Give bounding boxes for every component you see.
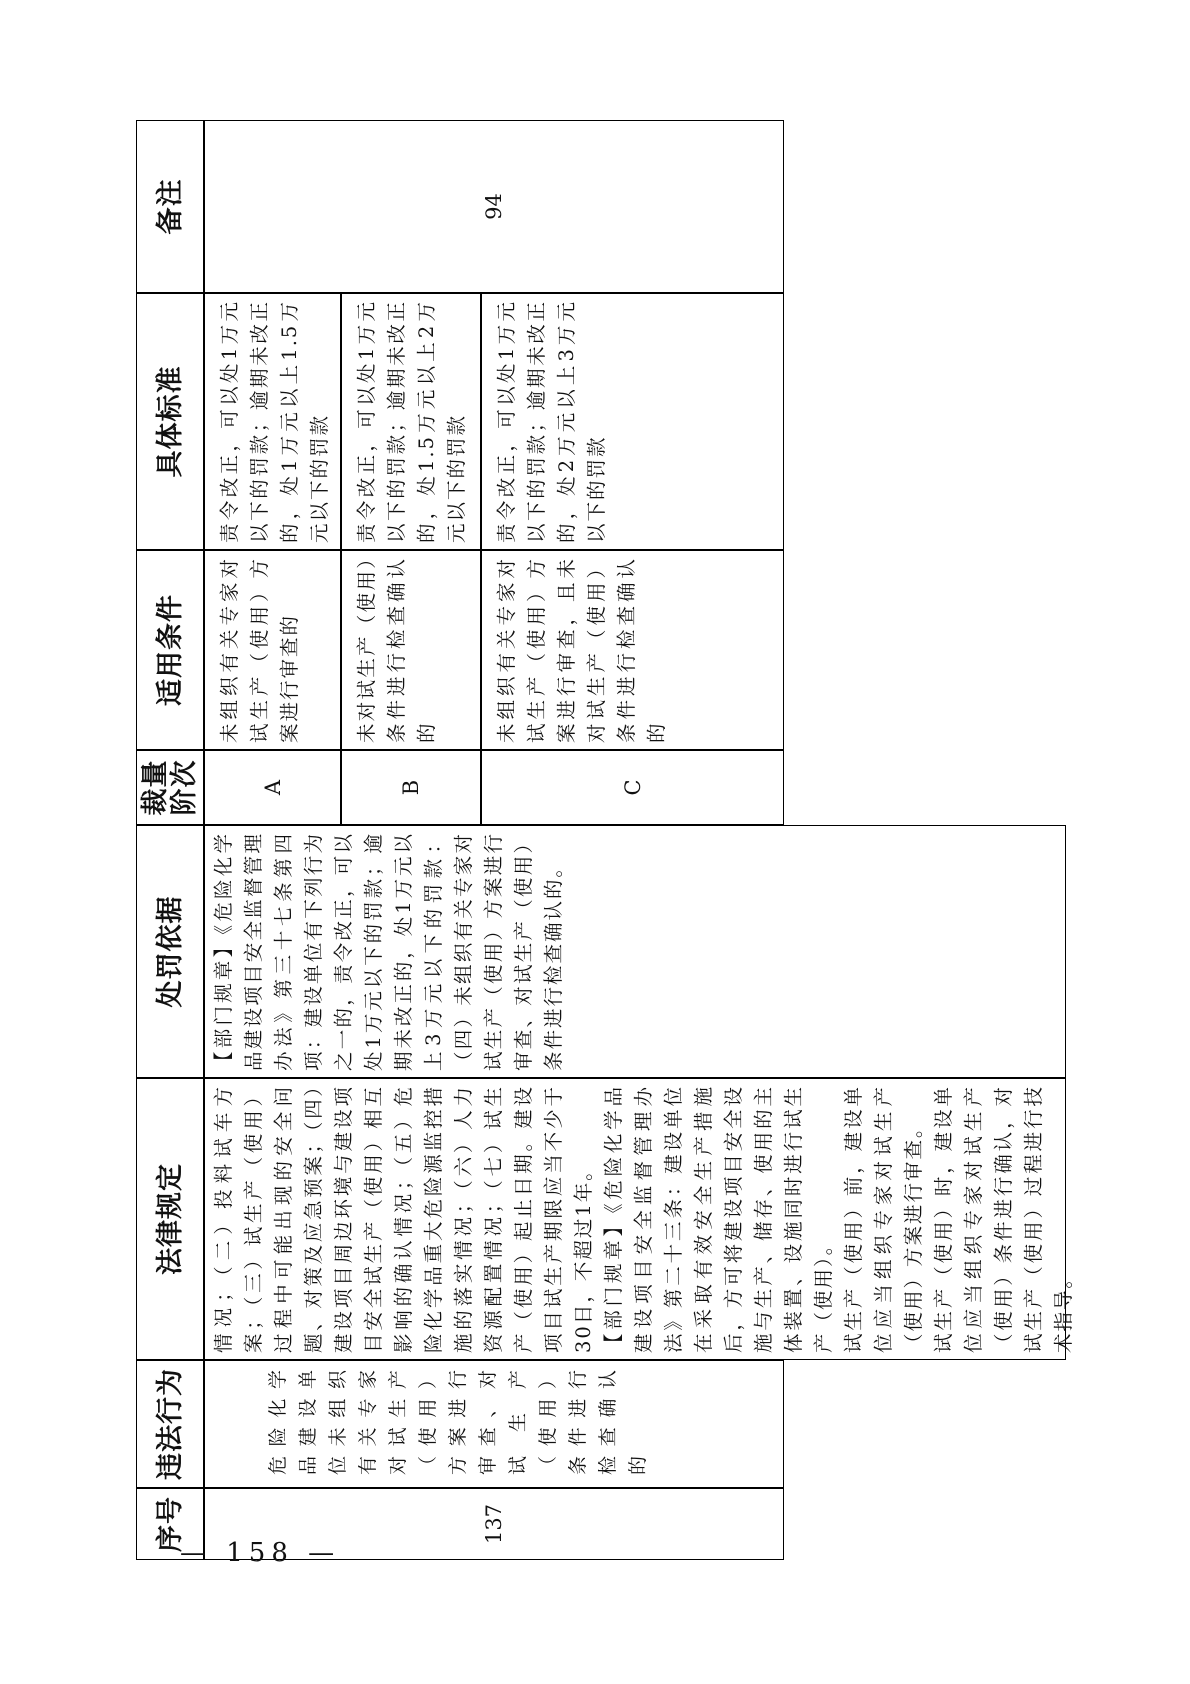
law-text-part2: 【部门规章】《危险化学品建设项目安全监督管理办法》第二十三条：建设单位在采取有效安全生产措施后，方可将建设项目安全设施与生产、储存、使用的主体装置、设施同时进行试生产（使用）。 — [602, 1085, 835, 1353]
condition-c-text: 未组织有关专家对试生产（使用）方案进行审查，且未对试生产（使用）条件进行检查确认的 — [495, 557, 668, 743]
standard-a-cell — [204, 293, 341, 550]
header-standard — [136, 293, 204, 550]
header-level — [136, 750, 204, 825]
law-text-part4: 试生产（使用）时，建设单位应当组织专家对试生产（使用）条件进行确认，对试生产（使用）过程进行技术指导。 — [932, 1085, 1075, 1353]
law-cell — [204, 1078, 1075, 1360]
header-standard-label: 具体标准 — [154, 365, 186, 478]
header-condition-label: 适用条件 — [154, 594, 186, 706]
condition-a-text: 未组织有关专家对试生产（使用）方案进行审查的 — [218, 557, 301, 743]
law-text-part3: 试生产（使用）前，建设单位应当组织专家对试生产（使用）方案进行审查。 — [842, 1085, 925, 1353]
header-serial-label: 序号 — [154, 1496, 186, 1552]
header-violation — [136, 1360, 204, 1488]
header-law — [136, 1078, 204, 1360]
header-law-label: 法律规定 — [154, 1163, 186, 1275]
level-c-cell — [481, 750, 784, 825]
header-condition — [136, 550, 204, 750]
header-remark — [136, 120, 204, 293]
violation-text: 危险化学品建设单位未组织有关专家对试生产（使用）方案进行审查、对试生产（使用）条件进行检查确认的 — [267, 1367, 649, 1475]
violation-cell — [204, 1360, 784, 1488]
level-c-label: C — [620, 779, 645, 796]
serial-number: 137 — [482, 1503, 506, 1545]
law-text-part1: 情况；（二）投料试车方案；（三）试生产（使用）过程中可能出现的安全问题、对策及应急预案；（四）建设项目周边环境与建设项目安全试生产（使用）相互影响的确认情况；（五）危险化学品重大危险源监控措施的落实情况；（六）人力资源配置情况；（七）试生产（使用）起止日期。建设项目试生产期限应当不少于30日，不超过1年。 — [212, 1085, 595, 1353]
header-basis-label: 处罚依据 — [154, 895, 186, 1008]
basis-text: 【部门规章】《危险化学品建设项目安全监督管理办法》第三十七条第四项：建设单位有下列行为之一的，责令改正，可以处1万元以下的罚款；逾期未改正的，处1万元以上3万元以下的罚款：（四）未组织有关专家对试生产（使用）方案进行审查、对试生产（使用）条件进行检查确认的。 — [212, 832, 565, 1071]
header-basis — [136, 825, 204, 1078]
remark-text: 94 — [482, 193, 506, 220]
condition-a-cell — [204, 550, 341, 750]
level-a-cell — [204, 750, 341, 825]
header-violation-label: 违法行为 — [154, 1368, 186, 1480]
standard-c-cell — [481, 293, 784, 550]
header-level-label: 裁量 阶次 — [140, 759, 200, 816]
basis-cell — [204, 825, 1066, 1078]
page-number: — 158 — — [180, 1538, 341, 1568]
standard-b-text: 责令改正，可以处1万元以下的罚款；逾期未改正的，处1.5万元以上2万元以下的罚款 — [355, 300, 468, 543]
condition-b-text: 未对试生产（使用）条件进行检查确认的 — [355, 557, 438, 743]
penalty-table — [136, 120, 1075, 1560]
level-b-cell — [341, 750, 481, 825]
condition-c-cell — [481, 550, 784, 750]
header-remark-label: 备注 — [154, 178, 186, 235]
level-b-label: B — [399, 779, 423, 796]
remark-cell — [204, 120, 784, 293]
standard-b-cell — [341, 293, 481, 550]
level-a-label: A — [260, 779, 285, 796]
condition-b-cell — [341, 550, 481, 750]
standard-a-text: 责令改正，可以处1万元以下的罚款；逾期未改正的，处1万元以上1.5万元以下的罚款 — [218, 300, 331, 543]
standard-c-text: 责令改正，可以处1万元以下的罚款；逾期未改正的，处2万元以上3万元以下的罚款 — [495, 300, 608, 543]
